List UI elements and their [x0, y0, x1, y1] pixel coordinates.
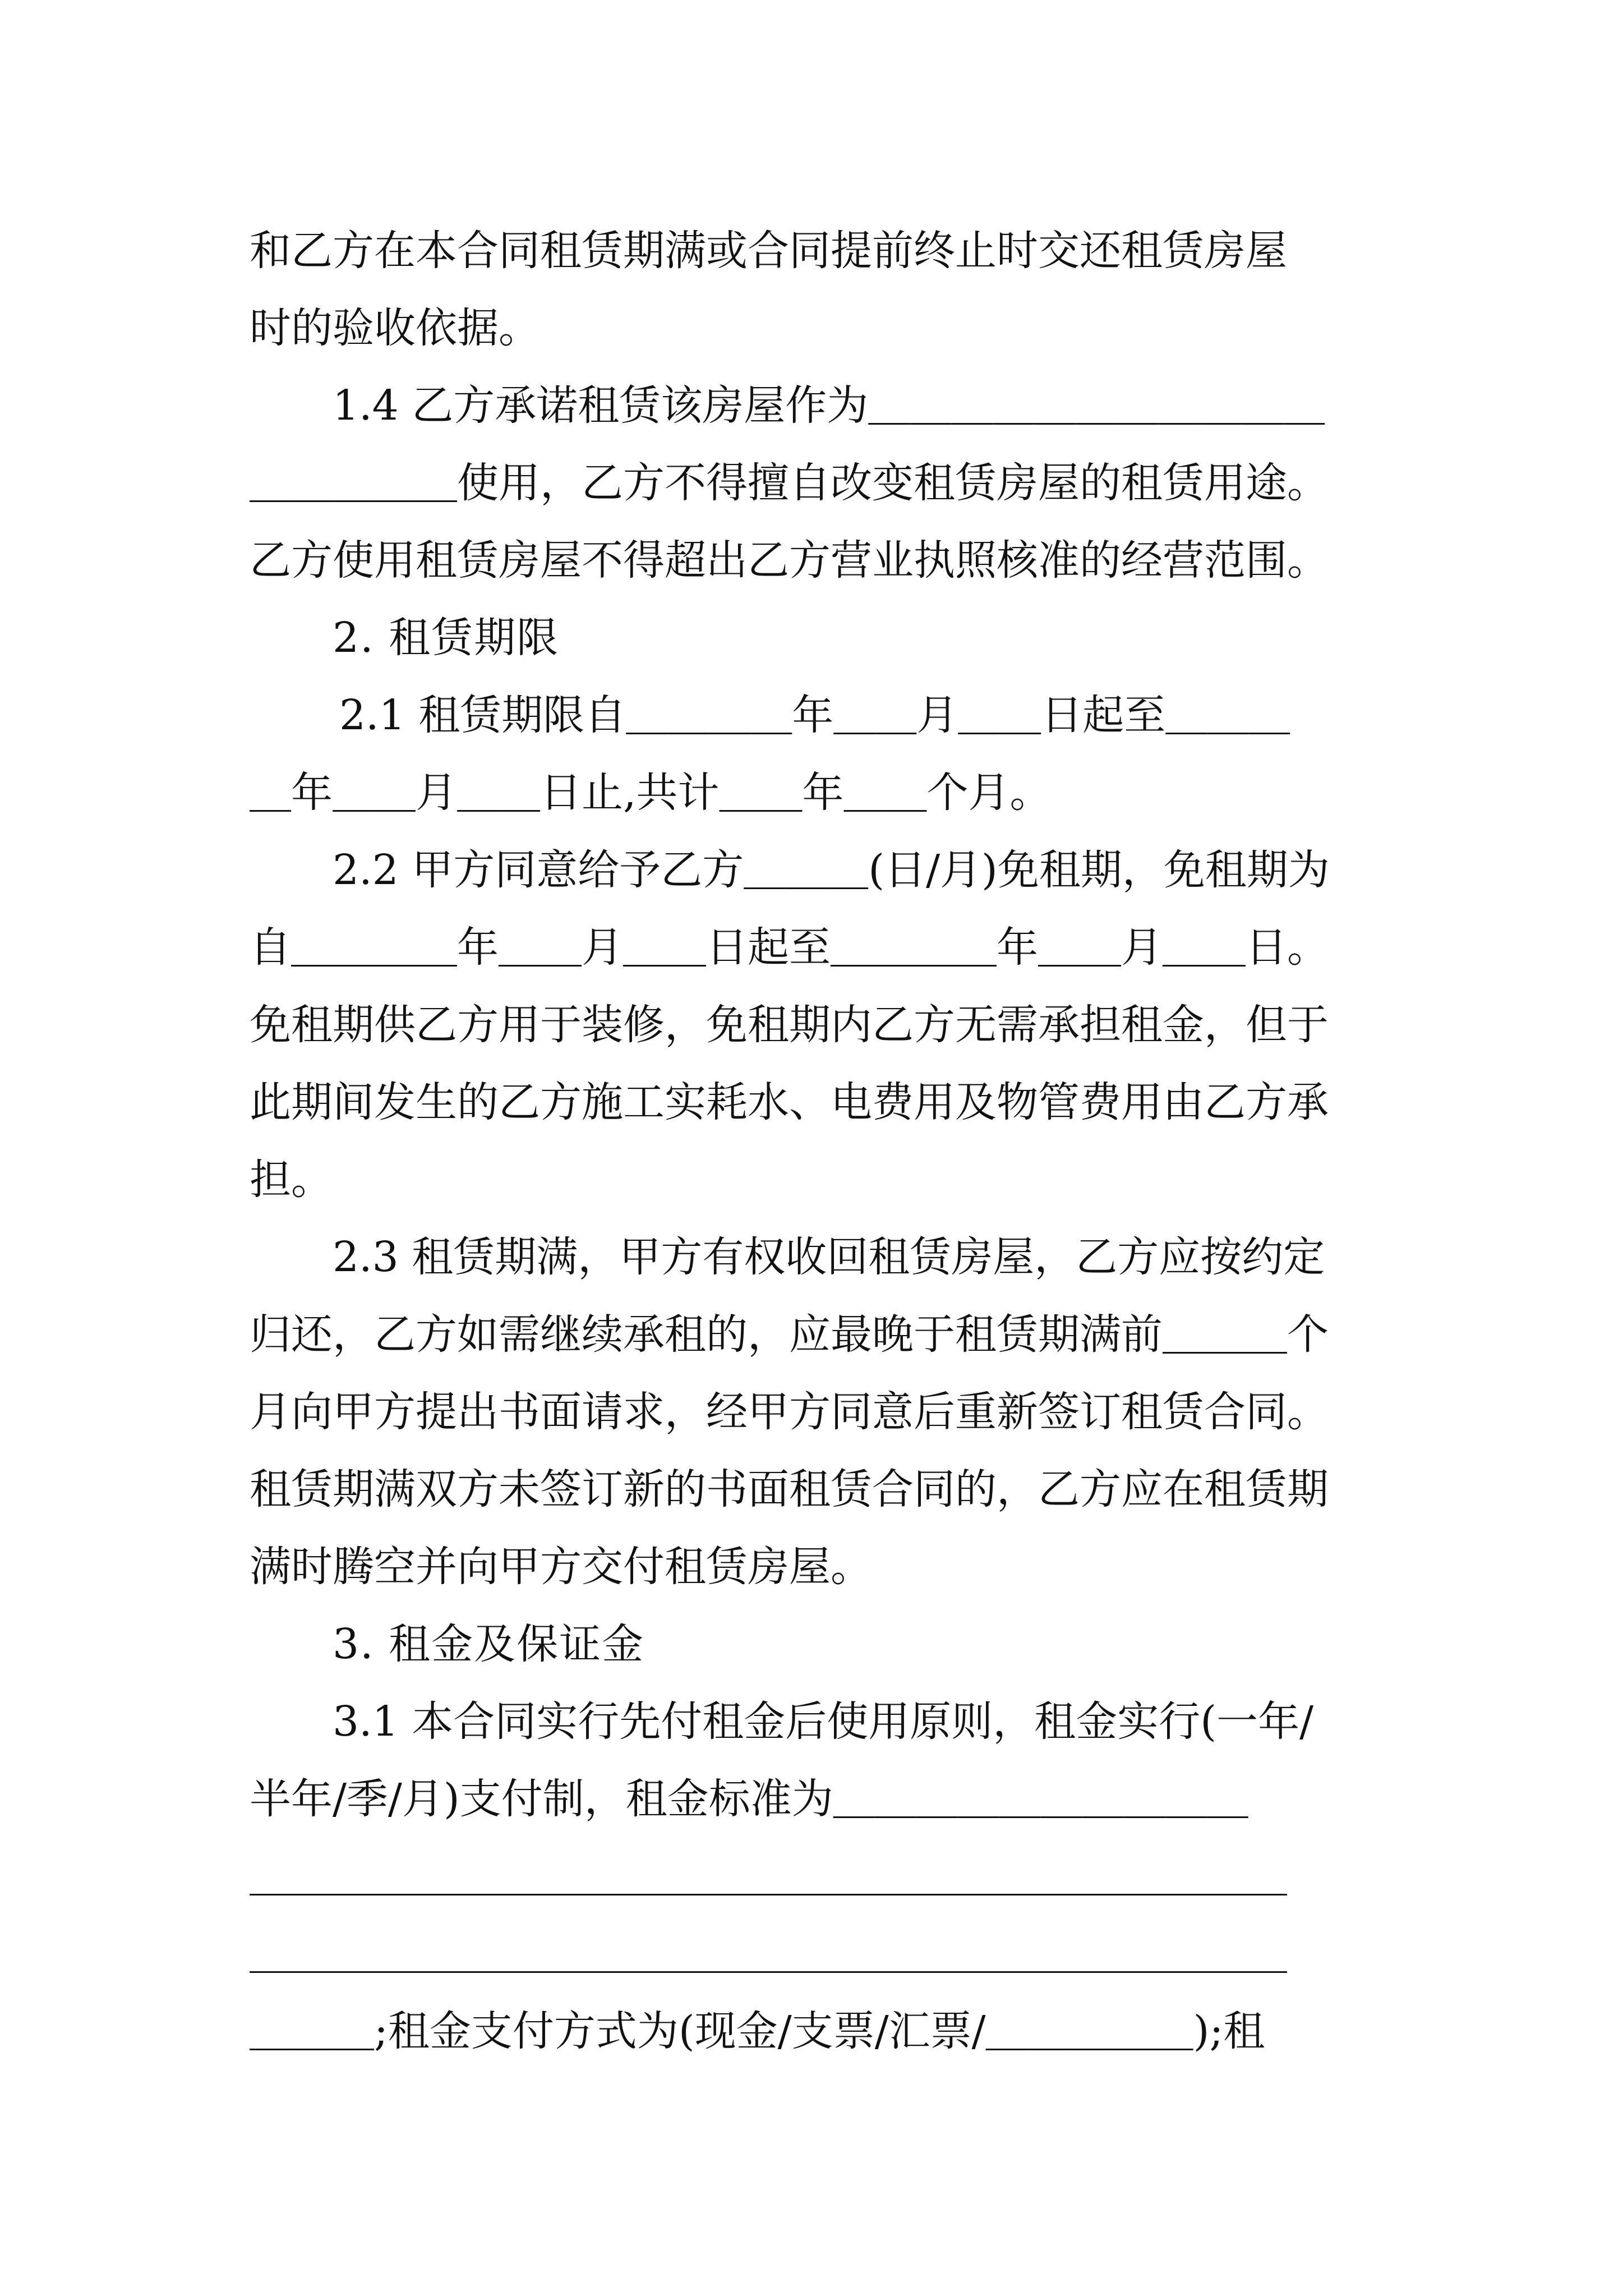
clause-2-3-line-5: 满时腾空并向甲方交付租赁房屋。: [250, 1543, 872, 1591]
clause-2-3-line-3: 月向甲方提出书面请求，经甲方同意后重新签订租赁合同。: [250, 1388, 1329, 1436]
clause-3-1-line-3: ＿＿＿＿＿＿＿＿＿＿＿＿＿＿＿＿＿＿＿＿＿＿＿＿＿: [250, 1852, 1287, 1901]
text-line-1: 和乙方在本合同租赁期满或合同提前终止时交还租赁房屋: [250, 227, 1287, 275]
clause-3-1-line-4: ＿＿＿＿＿＿＿＿＿＿＿＿＿＿＿＿＿＿＿＿＿＿＿＿＿: [250, 1930, 1287, 1978]
clause-2-3-line-4: 租赁期满双方未签订新的书面租赁合同的，乙方应在租赁期: [250, 1465, 1329, 1513]
clause-2-3-line-2: 归还，乙方如需继续承租的，应最晚于租赁期满前＿＿＿个: [250, 1310, 1329, 1359]
section-3-heading: 3. 租金及保证金: [333, 1620, 645, 1668]
clause-2-2-line-5: 担。: [250, 1156, 333, 1204]
clause-3-1-line-2: 半年/季/月)支付制，租金标准为＿＿＿＿＿＿＿＿＿＿: [250, 1775, 1248, 1823]
clause-1-4-line-2: ＿＿＿＿＿使用，乙方不得擅自改变租赁房屋的租赁用途。: [250, 459, 1329, 507]
clause-2-1-line-1: 2.1 租赁期限自＿＿＿＿年＿＿月＿＿日起至＿＿＿: [339, 691, 1290, 739]
clause-1-4-line-1: 1.4 乙方承诺租赁该房屋作为＿＿＿＿＿＿＿＿＿＿＿: [333, 381, 1325, 430]
clause-3-1-line-5: ＿＿＿;租金支付方式为(现金/支票/汇票/＿＿＿＿＿);租: [250, 2007, 1265, 2055]
clause-2-3-line-1: 2.3 租赁期满，甲方有权收回租赁房屋，乙方应按约定: [333, 1233, 1325, 1281]
contract-text: [250, 212, 1388, 2070]
clause-2-2-line-3: 免租期供乙方用于装修，免租期内乙方无需承担租金，但于: [250, 1001, 1329, 1049]
clause-3-1-line-1: 3.1 本合同实行先付租金后使用原则，租金实行(一年/: [333, 1697, 1314, 1746]
clause-1-4-line-3: 乙方使用租赁房屋不得超出乙方营业执照核准的经营范围。: [250, 536, 1329, 585]
clause-2-2-line-4: 此期间发生的乙方施工实耗水、电费用及物管费用由乙方承: [250, 1078, 1329, 1126]
section-2-heading: 2. 租赁期限: [333, 614, 560, 662]
text-line-2: 时的验收依据。: [250, 304, 540, 352]
clause-2-2-line-1: 2.2 甲方同意给予乙方＿＿＿(日/月)免租期，免租期为: [333, 846, 1330, 894]
clause-2-2-line-2: 自＿＿＿＿年＿＿月＿＿日起至＿＿＿＿年＿＿月＿＿日。: [250, 923, 1329, 972]
clause-2-1-line-2: ＿年＿＿月＿＿日止,共计＿＿年＿＿个月。: [250, 769, 1052, 817]
